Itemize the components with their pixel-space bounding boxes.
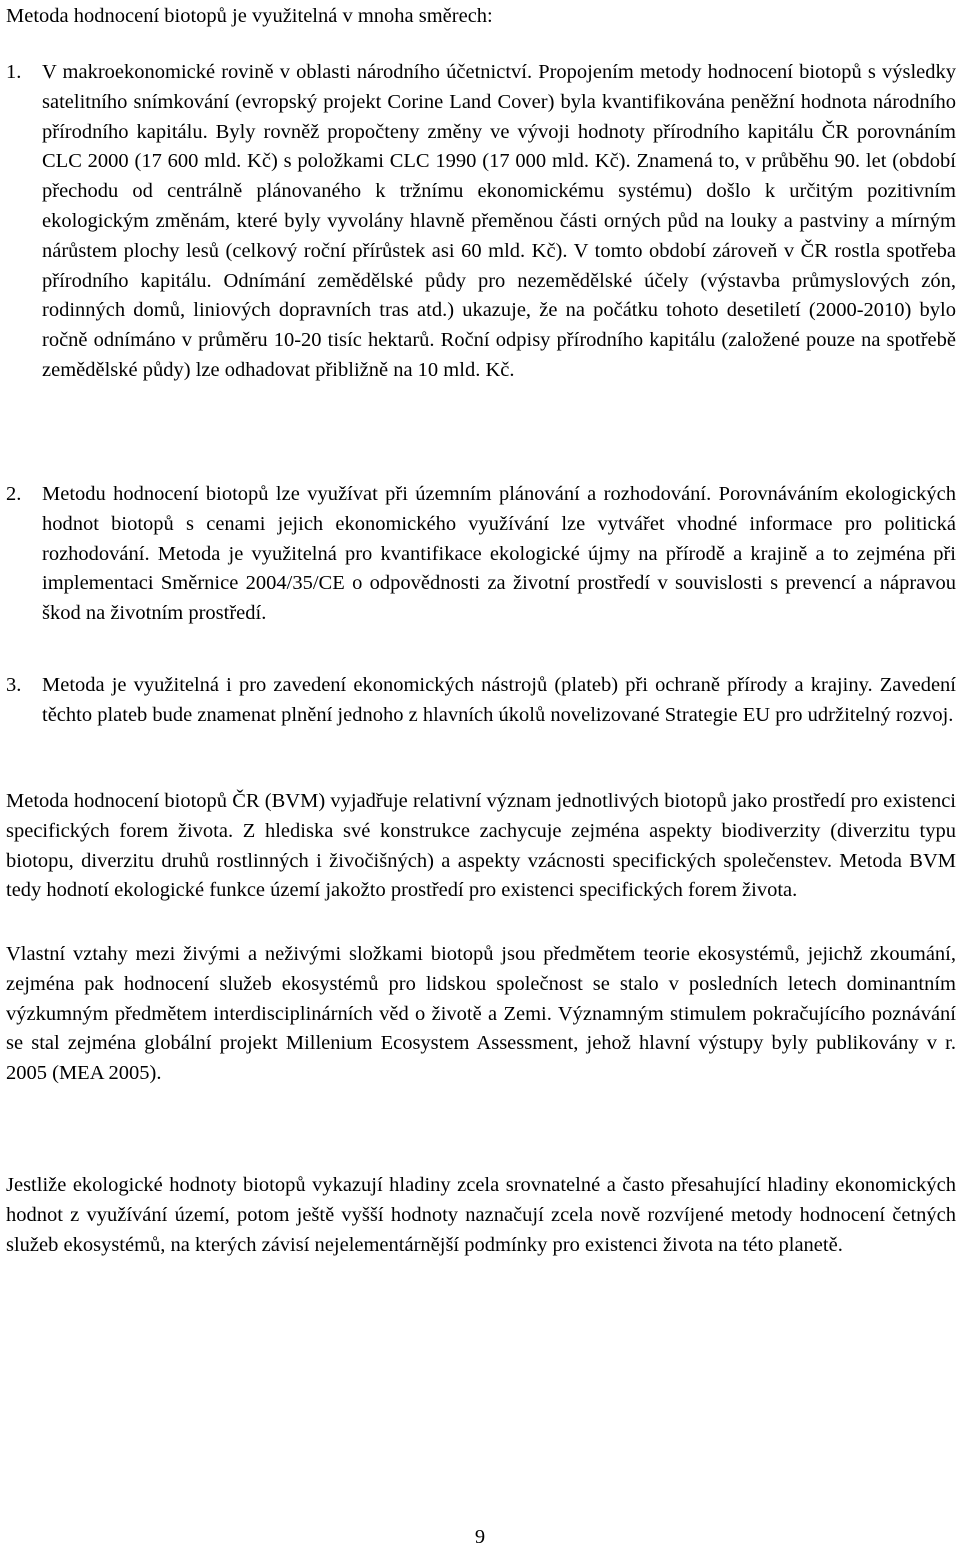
list-item-number: 1. [6,61,22,83]
intro-sentence: Metoda hodnocení biotopů je využitelná v mnoha směrech: [6,5,493,27]
list-item-text: Metodu hodnocení biotopů lze využívat při územním plánování a rozhodování. Porovnáváním ekologických hodnot biotopů s cenami jejich ekonomického využívání lze vytvářet vhodné informace pro politická rozhodování. Metoda je využitelná pro kvantifikace ekologické újmy na přírodě a krajině a to zejména při implementaci Směrnice 2004/35/CE o odpovědnosti za životní prostředí v souvislosti s prevencí a nápravou škod na životním prostředí. [42,483,956,625]
list-item-number: 3. [6,674,22,696]
list-item-text: Metoda je využitelná i pro zavedení ekonomických nástrojů (plateb) při ochraně přírody a krajiny. Zavedení těchto plateb bude znamenat plnění jednoho z hlavních úkolů novelizované Strategie EU pro udržitelný rozvoj. [42,674,956,726]
list-item [6,58,956,386]
list-item-text: V makroekonomické rovině v oblasti národního účetnictví. Propojením metody hodnocení biotopů s výsledky satelitního snímkování (evropský projekt Corine Land Cover) byla kvantifikována peněžní hodnota národního přírodního kapitálu. Byly rovněž propočteny změny ve vývoji hodnoty přírodního kapitálu ČR porovnáním CLC 2000 (17 600 mld. Kč) s položkami CLC 1990 (17 000 mld. Kč). Znamená to, v průběhu 90. let (období přechodu od centrálně plánovaného k tržnímu ekonomickému systému) došlo k určitým pozitivním ekologickým změnám, které byly vyvolány hlavně přeměnou části orných půd na louky a pastviny a mírným nárůstem plochy lesů (celkový roční přírůstek asi 60 mld. Kč). V tomto období zároveň v ČR rostla spotřeba přírodního kapitálu. Odnímání zemědělské půdy pro nezemědělské účely (výstavba průmyslových zón, rodinných domů, liniových dopravních tras atd.) ukazuje, že na počátku tohoto desetiletí (2000-2010) bylo ročně odnímáno v průměru 10-20 tisíc hektarů. Roční odpisy přírodního kapitálu (založené pouze na spotřebě zemědělské půdy) lze odhadovat přibližně na 10 mld. Kč. [42,61,956,381]
list-item [6,480,956,629]
page-number: 9 [474,1526,486,1548]
paragraph-ecosystem-relations: Vlastní vztahy mezi živými a neživými složkami biotopů jsou předmětem teorie ekosystémů, jejichž zkoumání, zejména pak hodnocení služeb ekosystémů pro lidskou společnost se stalo v posledních letech dominantním výzkumným předmětem interdisciplinárních věd o životě a Zemi. Významným stimulem pokračujícího poznávání se stal zejména globální projekt Millenium Ecosystem Assessment, jehož hlavní výstupy byly publikovány v r. 2005 (MEA 2005). [6,943,956,1085]
list-item [6,671,956,731]
paragraph-ecological-values: Jestliže ekologické hodnoty biotopů vykazují hladiny zcela srovnatelné a často přesahující hladiny ekonomických hodnot z využívání území, potom ještě vyšší hodnoty naznačují zcela nově rozvíjené metody hodnocení četných služeb ekosystémů, na kterých závisí nejelementárnější podmínky pro existenci života na této planetě. [6,1174,956,1256]
paragraph-bvm-method: Metoda hodnocení biotopů ČR (BVM) vyjadřuje relativní význam jednotlivých biotopů jako prostředí pro existenci specifických forem života. Z hlediska své konstrukce zachycuje zejména aspekty biodiverzity (diverzitu typu biotopu, diverzitu druhů rostlinných i živočišných) a aspekty vzácnosti specifických společenstev. Metoda BVM tedy hodnotí ekologické funkce území jakožto prostředí pro existenci specifických forem života. [6,790,956,902]
list-item-number: 2. [6,483,22,505]
